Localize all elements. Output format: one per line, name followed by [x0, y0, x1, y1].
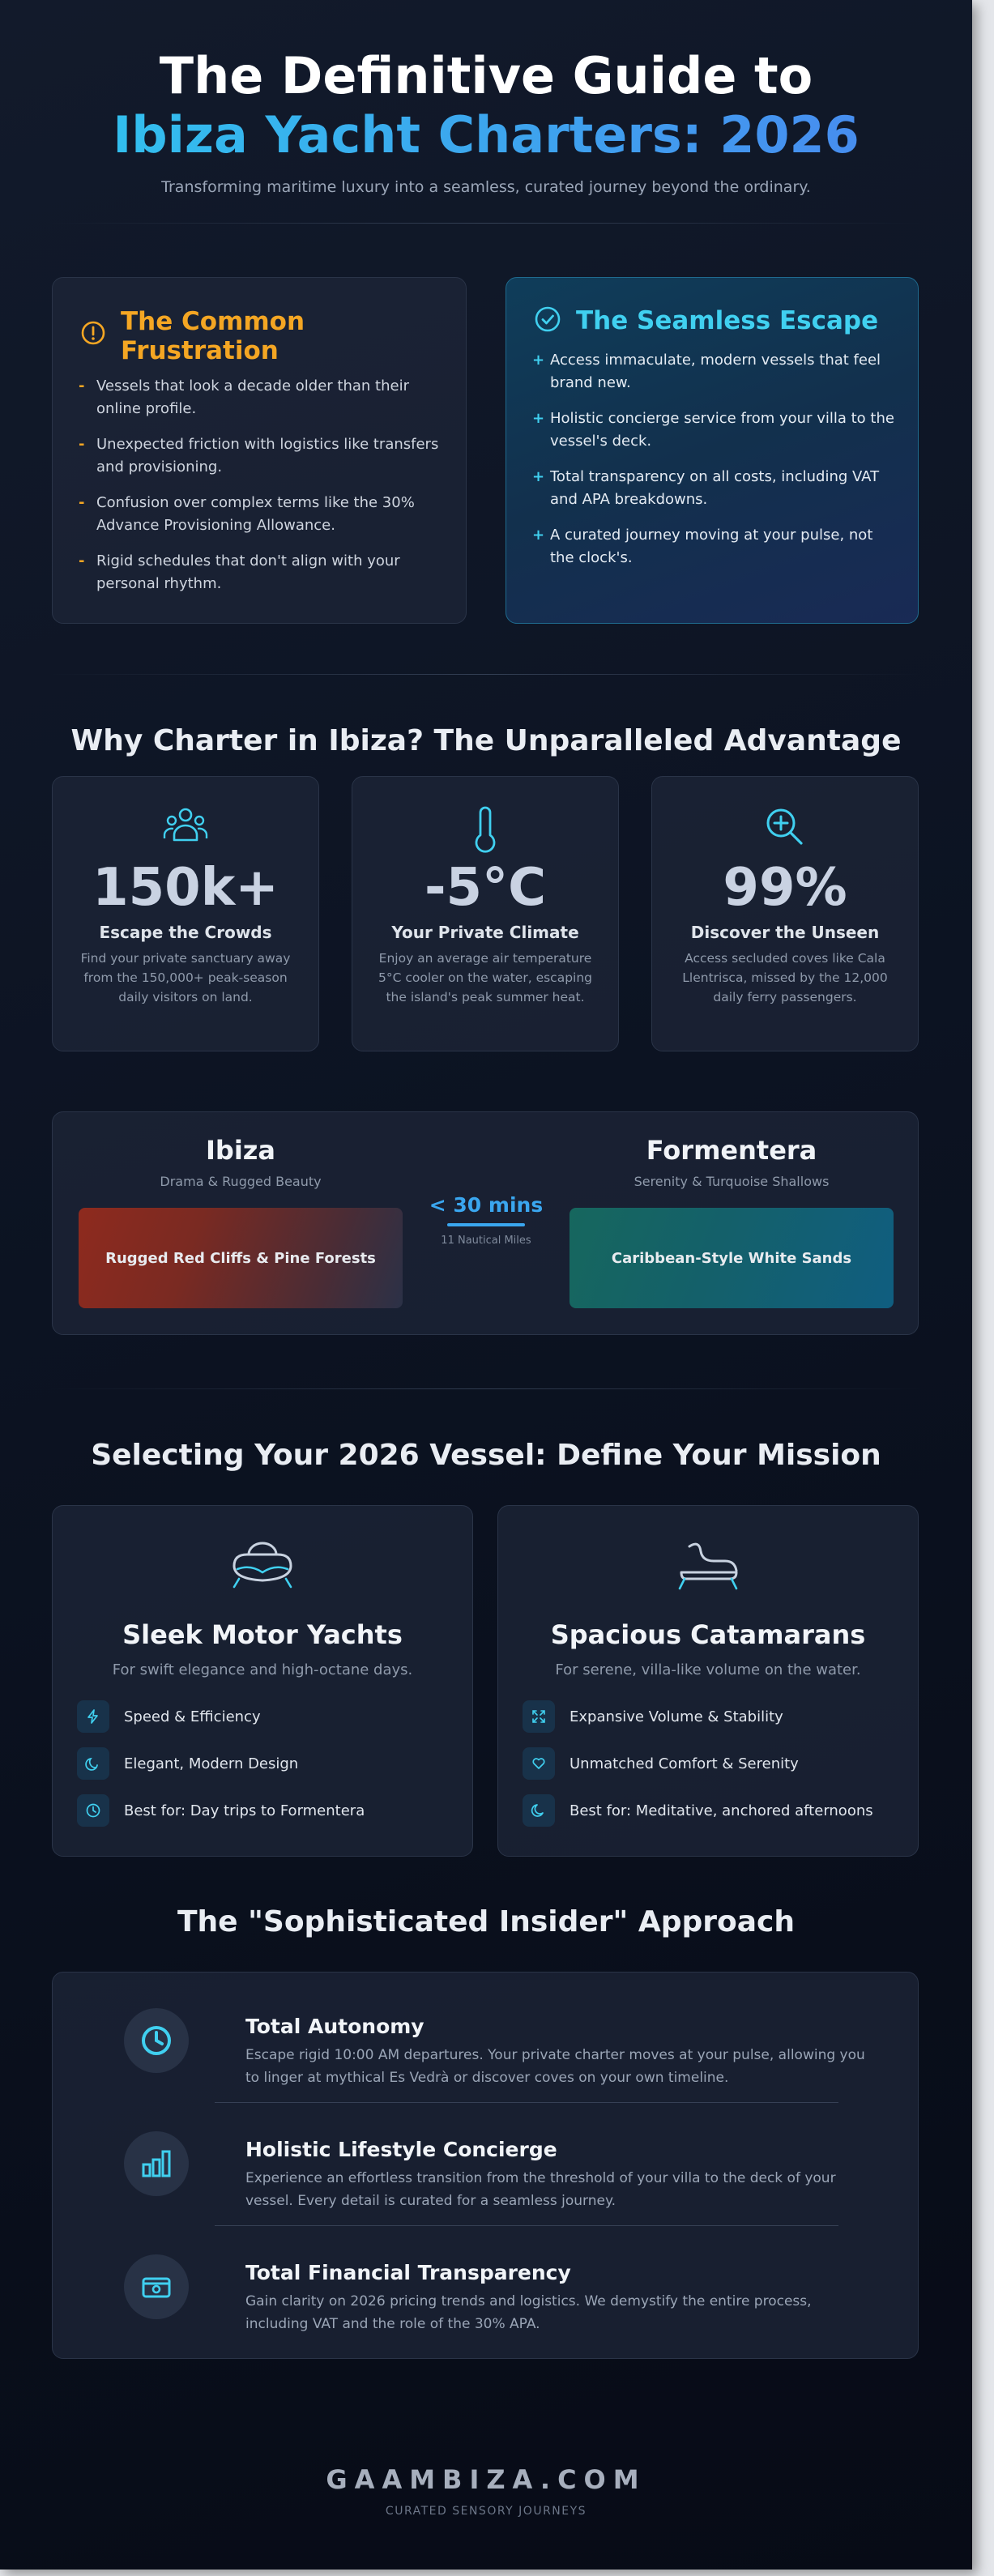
motor-yacht-icon [53, 1537, 472, 1598]
clock-icon [77, 1794, 109, 1827]
feature-item: Expansive Volume & Stability [523, 1700, 783, 1733]
formentera-feature-swatch: Caribbean-Style White Sands [570, 1208, 894, 1308]
list-item: - Rigid schedules that don't align with your personal rhythm. [79, 552, 400, 592]
motor-yacht-card [52, 1505, 473, 1857]
wallet-icon [124, 2254, 189, 2319]
distance-bar [447, 1223, 525, 1226]
divider [49, 1388, 924, 1389]
feature-item: Elegant, Modern Design [77, 1747, 298, 1780]
list-item: + Access immaculate, modern vessels that feel brand new. [532, 352, 881, 391]
stat-desc: Enjoy an average air temperature 5°C cooler on the water, escaping the island's peak summer heat. [378, 951, 593, 1004]
feature-item: Best for: Meditative, anchored afternoons [523, 1794, 873, 1827]
island-name: Formentera [646, 1135, 817, 1166]
catamaran-subtitle: For serene, villa-like volume on the water. [555, 1661, 861, 1678]
page-title-line2: Ibiza Yacht Charters: 2026 [0, 105, 972, 165]
chart-icon [124, 2131, 189, 2196]
feature-item: Best for: Day trips to Formentera [77, 1794, 365, 1827]
distance-nautical: 11 Nautical Miles [441, 1235, 531, 1247]
stat-label: Escape the Crowds [99, 923, 272, 942]
vessels-title: Selecting Your 2026 Vessel: Define Your Mission [91, 1439, 881, 1472]
zoom-in-icon [652, 804, 918, 853]
stat-value: 99% [723, 858, 847, 918]
catamaran-card [497, 1505, 919, 1857]
islands-card [52, 1111, 919, 1335]
approach-item-desc: Gain clarity on 2026 pricing trends and logistics. We demystify the entire process, including VAT and the role of the 30% APA. [245, 2293, 812, 2332]
escape-list [532, 349, 897, 582]
footer-tagline: CURATED SENSORY JOURNEYS [385, 2505, 587, 2518]
thermometer-icon [352, 804, 618, 856]
stat-value: 150k+ [92, 858, 279, 918]
catamaran-title: Spacious Catamarans [550, 1619, 866, 1650]
moon-icon [77, 1747, 109, 1780]
catamaran-icon [498, 1537, 918, 1598]
stat-label: Discover the Unseen [690, 923, 880, 942]
island-tagline: Drama & Rugged Beauty [160, 1174, 322, 1189]
approach-item-title: Total Financial Transparency [245, 2261, 571, 2284]
page-title-line1: The Definitive Guide to [159, 46, 813, 105]
feature-item: Unmatched Comfort & Serenity [523, 1747, 799, 1780]
stat-label: Your Private Climate [391, 923, 579, 942]
frustration-title: The Common Frustration [121, 307, 305, 365]
motor-yacht-subtitle: For swift elegance and high-octane days. [112, 1661, 413, 1678]
motor-yacht-title: Sleek Motor Yachts [122, 1619, 403, 1650]
approach-item-title: Total Autonomy [245, 2015, 424, 2038]
stat-card-crowds [52, 776, 319, 1051]
frustration-list [79, 375, 443, 608]
heart-icon [523, 1747, 555, 1780]
list-item: - Vessels that look a decade older than their online profile. [79, 377, 409, 417]
island-tagline: Serenity & Turquoise Shallows [634, 1174, 830, 1189]
expand-icon [523, 1700, 555, 1733]
approach-item-title: Holistic Lifestyle Concierge [245, 2138, 557, 2161]
check-circle-icon [534, 305, 561, 336]
approach-card [52, 1972, 919, 2359]
approach-item-desc: Escape rigid 10:00 AM departures. Your private charter moves at your pulse, allowing you to linger at mythical Es Vedrà or discover coves on your own timeline. [245, 2047, 865, 2086]
header [0, 0, 972, 196]
list-item: + A curated journey moving at your pulse, not the clock's. [532, 527, 873, 566]
footer-brand: GAAMBIZA.COM [326, 2464, 646, 2495]
escape-title: The Seamless Escape [576, 306, 879, 335]
advantage-title: Why Charter in Ibiza? The Unparalleled Advantage [70, 724, 902, 757]
approach-item-desc: Experience an effortless transition from the threshold of your villa to the deck of your vessel. Every detail is curated for a seamless journey. [245, 2170, 836, 2209]
island-name: Ibiza [206, 1135, 275, 1166]
alert-circle-icon [80, 320, 106, 365]
list-item: - Unexpected friction with logistics like transfers and provisioning. [79, 436, 439, 476]
page-subtitle: Transforming maritime luxury into a seamless, curated journey beyond the ordinary. [161, 178, 811, 196]
distance-value: < 30 mins [429, 1193, 544, 1217]
island-formentera [570, 1135, 894, 1189]
stat-desc: Find your private sanctuary away from the 150,000+ peak-season daily visitors on land. [80, 951, 291, 1004]
approach-title: The "Sophisticated Insider" Approach [177, 1905, 795, 1938]
stat-desc: Access secluded coves like Cala Llentrisca, missed by the 12,000 daily ferry passengers. [682, 951, 888, 1004]
list-item: + Total transparency on all costs, including VAT and APA breakdowns. [532, 468, 880, 508]
stat-card-climate [352, 776, 619, 1051]
divider [49, 223, 924, 224]
list-item: - Confusion over complex terms like the 30% Advance Provisioning Allowance. [79, 494, 415, 534]
clock-icon [124, 2008, 189, 2073]
moon-icon [523, 1794, 555, 1827]
island-ibiza [79, 1135, 403, 1189]
ibiza-feature-swatch: Rugged Red Cliffs & Pine Forests [79, 1208, 403, 1308]
divider [215, 2225, 838, 2226]
frustration-card [52, 277, 467, 624]
list-item: + Holistic concierge service from your villa to the vessel's deck. [532, 410, 894, 450]
users-icon [53, 804, 318, 850]
escape-card [506, 277, 919, 624]
stat-value: -5°C [424, 858, 547, 918]
divider [49, 674, 924, 675]
feature-item: Speed & Efficiency [77, 1700, 261, 1733]
distance-indicator [403, 1193, 570, 1247]
bolt-icon [77, 1700, 109, 1733]
divider [215, 2102, 838, 2103]
stat-card-unseen [651, 776, 919, 1051]
